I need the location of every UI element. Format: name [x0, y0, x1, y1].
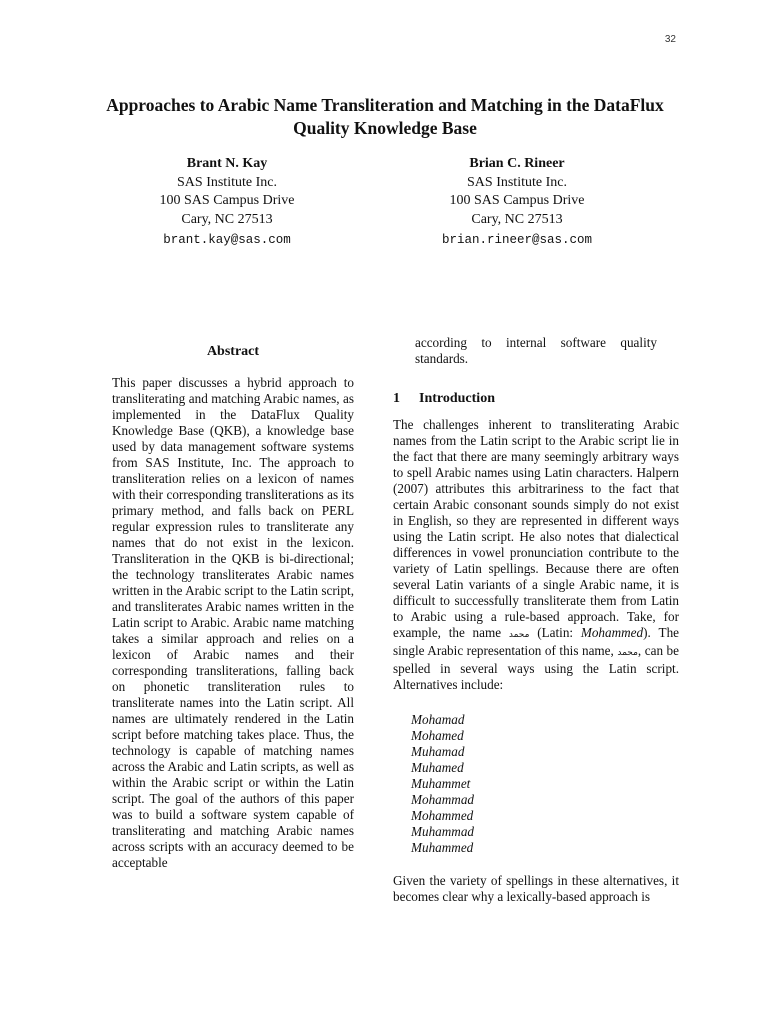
- intro-paragraph-2: Given the variety of spellings in these alternatives, it becomes clear why a lexically-based approach is: [393, 873, 679, 904]
- paper-title: Approaches to Arabic Name Transliteration and Matching in the DataFlux Quality Knowledge Base: [106, 95, 664, 138]
- arabic-name: محمد: [508, 630, 530, 640]
- author-address: 100 SAS Campus Drive: [449, 193, 585, 208]
- arabic-name: محمد: [617, 648, 638, 658]
- author-block: [387, 155, 647, 250]
- latin-name: Mohammed: [580, 625, 644, 640]
- abstract-text: This paper discusses a hybrid approach to transliterating and matching Arabic names, as implemented in the DataFlux Quality Knowledge Base (QKB), a knowledge base used by data management software systems from SAS Institute, Inc. The approach to transliteration relies on a lexicon of names with their corresponding transliterations as its primary method, and falls back on PERL regular expression rules to transliterate any names that do not exist in the lexicon. Transliteration in the QKB is bi-directional; the technology transliterates Arabic names written in the Arabic script to the Latin script, and transliterates Arabic names written in the Latin script to Arabic. Arabic name matching takes a similar approach and relies on a lexicon of Arabic names and their corresponding transliterations, falling back on phonetic transliteration rules to transliterate names into the Latin script. All names are ultimately rendered in the Latin script before matching takes place. Thus, the technology is capable of matching names across the Arabic and Latin scripts, as well as within the Arabic script or within the Latin script. The goal of the authors of this paper was to build a software system capable of transliterating and matching Arabic names across scripts with an accuracy deemed to be acceptable: [112, 375, 354, 870]
- latin-label: (Latin:: [537, 625, 581, 640]
- page-number: 32: [664, 34, 676, 45]
- abstract-heading: Abstract: [206, 344, 260, 359]
- author-email[interactable]: brian.rineer@sas.com: [441, 233, 593, 247]
- section-title: Introduction: [419, 391, 495, 406]
- list-item: Mohamed: [411, 728, 464, 743]
- right-column: [393, 335, 679, 905]
- intro-paragraph: [393, 417, 679, 693]
- alternatives-list: [393, 712, 679, 856]
- list-item: Muhamad: [411, 744, 465, 759]
- section-heading: [393, 391, 679, 407]
- author-name: Brian C. Rineer: [469, 156, 565, 171]
- author-block: [97, 155, 357, 250]
- left-column: [112, 344, 354, 871]
- author-affiliation: SAS Institute Inc.: [467, 174, 567, 190]
- list-item: Mohammad: [411, 792, 475, 807]
- author-email[interactable]: brant.kay@sas.com: [163, 233, 291, 247]
- list-item: Mohammed: [411, 808, 474, 823]
- author-name: Brant N. Kay: [186, 156, 268, 171]
- list-item: Mohamad: [411, 712, 465, 727]
- abstract-continuation: according to internal software quality standards.: [415, 335, 657, 366]
- author-address: 100 SAS Campus Drive: [159, 193, 295, 208]
- intro-text: , can be spelled in several ways using the Latin script. Alternatives include:: [393, 643, 680, 692]
- list-item: Muhamed: [411, 760, 464, 775]
- intro-text: The challenges inherent to transliterating Arabic names from the Latin script to the Arabic script lie in the fact that there are many seemingly arbitrary ways to spell Arabic names using Latin characters. Halpern (2007) attributes this arbitrariness to the fact that certain Arabic consonant sounds simply do not exist in English, so they are represented in different ways using the Latin script. He also notes that dialectical differences in vowel pronunciation contribute to the variety of Latin spellings. Because there are often several Latin variants of a single Arabic name, it is difficult to successfully transliterate them from Latin to Arabic using a rule-based approach. Take, for example, the name: [393, 417, 679, 640]
- author-city: Cary, NC 27513: [181, 211, 273, 227]
- list-item: Muhammad: [411, 824, 475, 839]
- intro-text: ). The single Arabic representation of this name,: [393, 625, 680, 658]
- list-item: Muhammed: [411, 840, 474, 855]
- list-item: Muhammet: [411, 776, 471, 791]
- author-affiliation: SAS Institute Inc.: [177, 174, 277, 190]
- author-city: Cary, NC 27513: [471, 211, 563, 227]
- section-number: 1: [393, 391, 400, 406]
